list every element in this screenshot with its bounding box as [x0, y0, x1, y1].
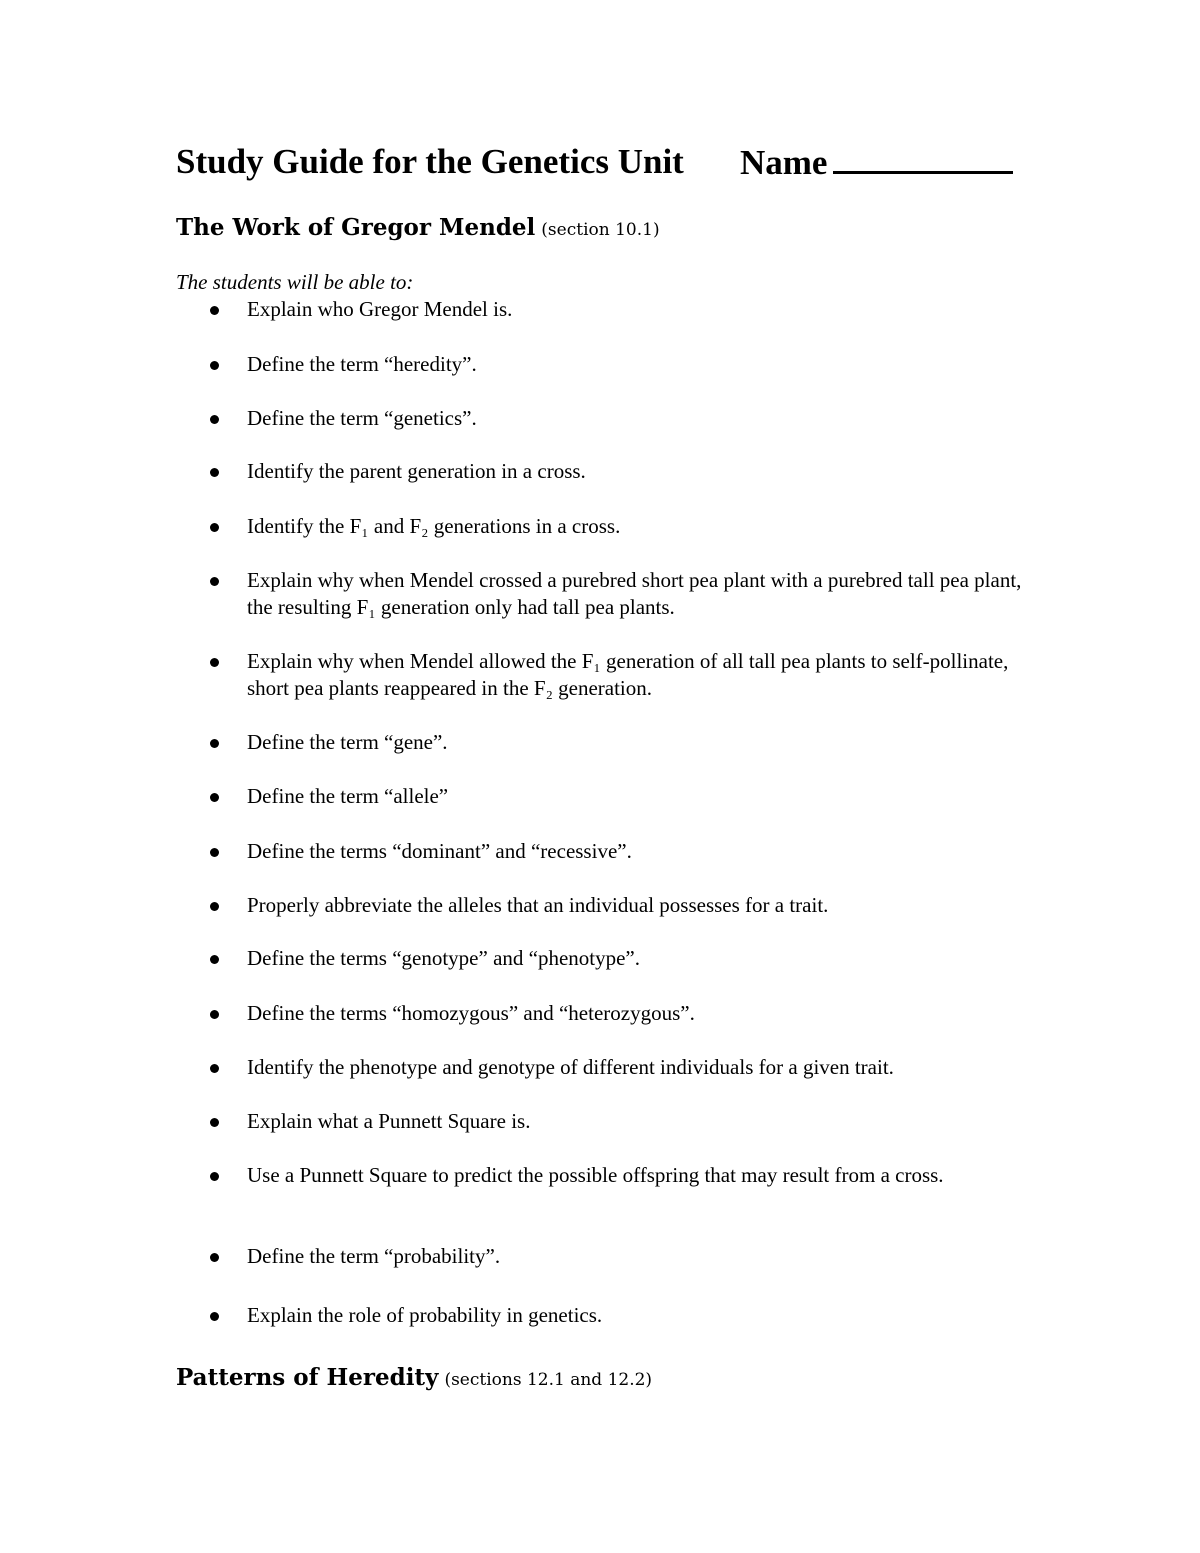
- list-item: Explain the role of probability in genetics.: [210, 1302, 1030, 1329]
- bullet-icon: [210, 1172, 219, 1181]
- section-title: The Work of Gregor Mendel: [176, 214, 536, 241]
- bullet-icon: [210, 1118, 219, 1127]
- bullet-icon: [210, 739, 219, 748]
- bullet-icon: [210, 415, 219, 424]
- list-item: Define the term “allele”: [210, 783, 1030, 810]
- list-item: Explain who Gregor Mendel is.: [210, 296, 1030, 323]
- list-item: Define the terms “homozygous” and “heterozygous”.: [210, 1000, 1030, 1027]
- bullet-icon: [210, 1312, 219, 1321]
- bullet-icon: [210, 306, 219, 315]
- page-title: Study Guide for the Genetics Unit: [176, 142, 684, 181]
- section-reference: (sections 12.1 and 12.2): [444, 1370, 653, 1390]
- list-item: Use a Punnett Square to predict the possible offspring that may result from a cross.: [210, 1162, 1030, 1189]
- list-item: Identify the parent generation in a cross.: [210, 458, 1030, 485]
- bullet-icon: [210, 955, 219, 964]
- bullet-icon: [210, 1010, 219, 1019]
- name-blank-line: [833, 141, 1013, 174]
- bullet-icon: [210, 1253, 219, 1262]
- bullet-icon: [210, 468, 219, 477]
- bullet-icon: [210, 793, 219, 802]
- list-item: Define the term “genetics”.: [210, 405, 1030, 432]
- bullet-icon: [210, 902, 219, 911]
- bullet-icon: [210, 361, 219, 370]
- bullet-icon: [210, 848, 219, 857]
- list-item: Define the term “gene”.: [210, 729, 1030, 756]
- objectives-intro: The students will be able to:: [176, 270, 414, 294]
- bullet-icon: [210, 1064, 219, 1073]
- name-field: [740, 141, 1013, 184]
- list-item: Define the terms “dominant” and “recessive”.: [210, 838, 1030, 865]
- list-item: Explain why when Mendel crossed a purebred short pea plant with a purebred tall pea plant, the resulting F₁ generation only had tall pea plants.: [210, 567, 1030, 621]
- section-heading-patterns: [176, 1363, 652, 1395]
- list-item: Explain what a Punnett Square is.: [210, 1108, 1030, 1135]
- list-item: Identify the phenotype and genotype of different individuals for a given trait.: [210, 1054, 1030, 1081]
- list-item: Identify the F₁ and F₂ generations in a cross.: [210, 513, 1030, 540]
- bullet-icon: [210, 577, 219, 586]
- list-item: Properly abbreviate the alleles that an individual possesses for a trait.: [210, 892, 1030, 919]
- list-item: Define the term “heredity”.: [210, 351, 1030, 378]
- bullet-icon: [210, 523, 219, 532]
- section-title: Patterns of Heredity: [176, 1364, 439, 1391]
- section-heading-mendel: [176, 213, 660, 245]
- section-reference: (section 10.1): [541, 220, 660, 240]
- list-item: Explain why when Mendel allowed the F₁ generation of all tall pea plants to self-pollinate, short pea plants reappeared in the F₂ generation.: [210, 648, 1030, 702]
- name-label: Name: [740, 143, 828, 182]
- bullet-icon: [210, 658, 219, 667]
- list-item: Define the terms “genotype” and “phenotype”.: [210, 945, 1030, 972]
- list-item: Define the term “probability”.: [210, 1243, 1030, 1270]
